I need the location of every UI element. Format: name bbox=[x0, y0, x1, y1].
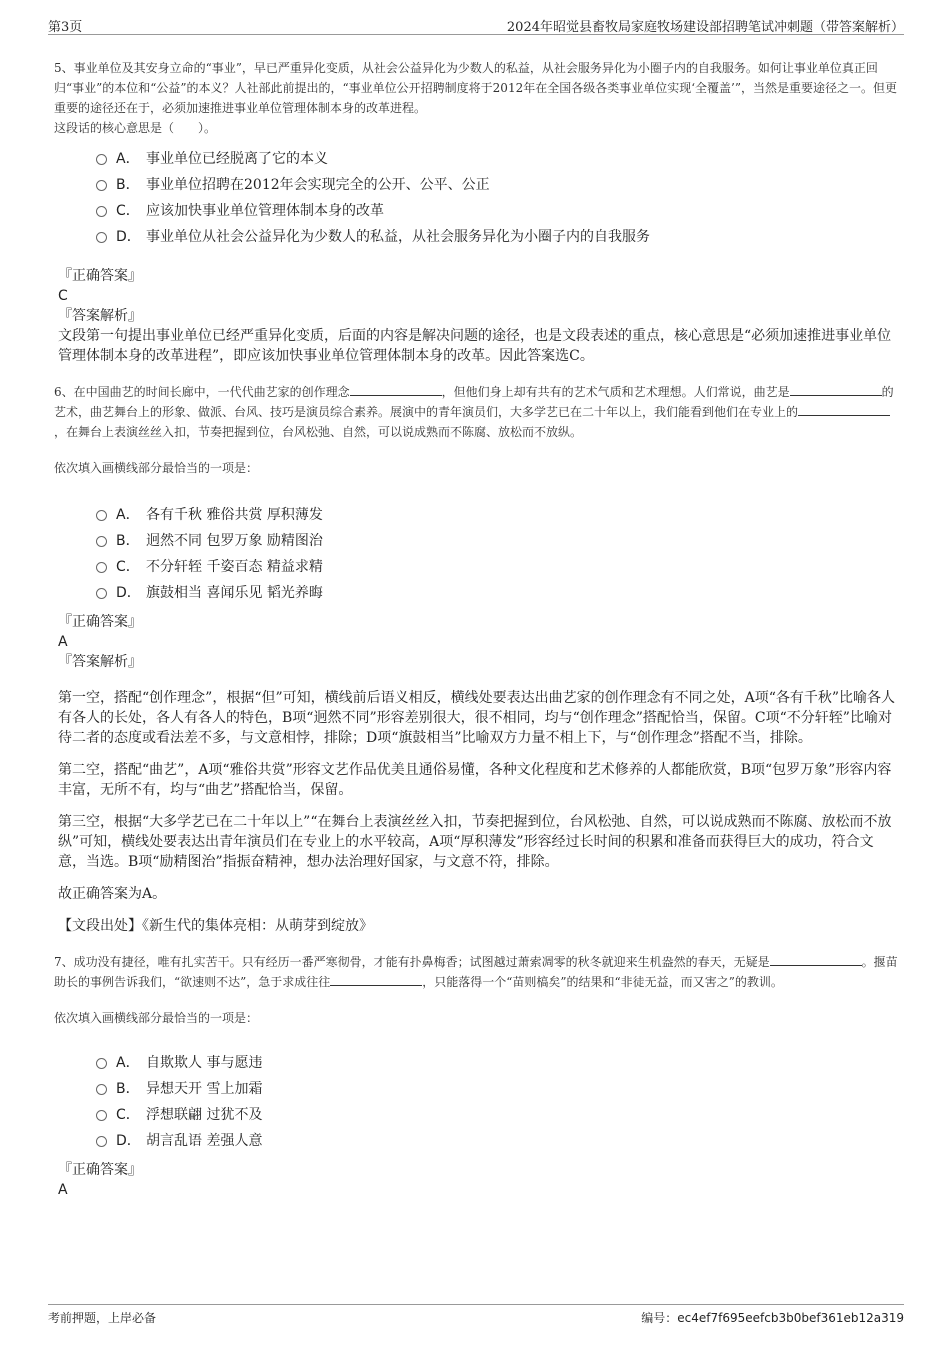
question-5-option-c[interactable]: C． 应该加快事业单位管理体制本身的改革 bbox=[96, 198, 900, 224]
radio-icon[interactable] bbox=[96, 510, 107, 521]
question-6-answer: A bbox=[58, 634, 68, 650]
page-number: 第3页 bbox=[48, 20, 83, 35]
document-body bbox=[54, 58, 900, 1200]
radio-icon[interactable] bbox=[96, 562, 107, 573]
question-7-option-d[interactable]: D． 胡言乱语 差强人意 bbox=[96, 1128, 900, 1154]
radio-icon[interactable] bbox=[96, 1110, 107, 1121]
radio-icon[interactable] bbox=[96, 588, 107, 599]
question-6-option-d[interactable]: D． 旗鼓相当 喜闻乐见 韬光养晦 bbox=[96, 580, 900, 606]
fill-blank bbox=[770, 953, 862, 966]
question-5-analysis: 文段第一句提出事业单位已经严重异化变质，后面的内容是解决问题的途径，也是文段表述的重点，核心意思是“必须加速推进事业单位管理体制本身的改革进程”，即应该加快事业单位管理体制本身的改革。因此答案选C。 bbox=[58, 328, 892, 364]
question-7-prompt: 依次填入画横线部分最恰当的一项是： bbox=[54, 1011, 259, 1025]
question-5 bbox=[54, 58, 900, 366]
radio-icon[interactable] bbox=[96, 536, 107, 547]
question-5-prompt: 这段话的核心意思是（ ）。 bbox=[54, 121, 217, 135]
footer-slogan: 考前押题，上岸必备 bbox=[48, 1311, 157, 1325]
radio-icon[interactable] bbox=[96, 180, 107, 191]
radio-icon[interactable] bbox=[96, 232, 107, 243]
question-5-option-b[interactable]: B． 事业单位招聘在2012年会实现完全的公开、公平、公正 bbox=[96, 172, 900, 198]
question-6-option-a[interactable]: A． 各有千秋 雅俗共赏 厚积薄发 bbox=[96, 502, 900, 528]
analysis-label: 『答案解析』 bbox=[58, 654, 142, 670]
answer-label: 『正确答案』 bbox=[58, 268, 142, 284]
question-6-options bbox=[96, 502, 900, 606]
fill-blank bbox=[798, 403, 890, 416]
fill-blank bbox=[330, 973, 422, 986]
document-title: 2024年昭觉县畜牧局家庭牧场建设部招聘笔试冲刺题（带答案解析） bbox=[506, 20, 904, 35]
radio-icon[interactable] bbox=[96, 1084, 107, 1095]
analysis-label: 『答案解析』 bbox=[58, 308, 142, 324]
question-6-text: 6、在中国曲艺的时间长廊中，一代代曲艺家的创作理念 ，但他们身上却有共有的艺术气质和艺术理想。人们常说，曲艺是 的艺术，曲艺舞台上的形象、做派、台风、技巧是演员综合素养。展演中的青年演员们，大多学艺已在二十年以上，我们能看到他们在专业上的，在舞台上表演丝丝入扣，节奏把握到位，台风松弛、自然，可以说成熟而不陈腐、放松而不放纵。 bbox=[54, 385, 894, 439]
question-7-option-b[interactable]: B． 异想天开 雪上加霜 bbox=[96, 1076, 900, 1102]
radio-icon[interactable] bbox=[96, 1136, 107, 1147]
question-6-source: 【文段出处】《新生代的集体亮相：从萌芽到绽放》 bbox=[58, 918, 373, 934]
radio-icon[interactable] bbox=[96, 154, 107, 165]
question-5-text: 5、事业单位及其安身立命的“事业”，早已严重异化变质，从社会公益异化为少数人的私益，从社会服务异化为小圈子内的自我服务。如何让事业单位真正回归“事业”的本位和“公益”的本义？人社部此前提出的，“事业单位公开招聘制度将于2012年在全国各级各类事业单位实现‘全覆盖’”，当然是重要途径之一。但更重要的途径还在于，必须加速推进事业单位管理体制本身的改革进程。 bbox=[54, 61, 897, 115]
question-5-option-a[interactable]: A． 事业单位已经脱离了它的本义 bbox=[96, 146, 900, 172]
question-7-option-a[interactable]: A． 自欺欺人 事与愿违 bbox=[96, 1050, 900, 1076]
question-6-conclusion: 故正确答案为A。 bbox=[58, 886, 167, 902]
answer-label: 『正确答案』 bbox=[58, 614, 142, 630]
question-7-options bbox=[96, 1050, 900, 1154]
fill-blank bbox=[350, 383, 442, 396]
fill-blank bbox=[790, 383, 882, 396]
question-5-answer: C bbox=[58, 288, 68, 304]
question-5-options bbox=[96, 146, 900, 250]
question-6-option-c[interactable]: C． 不分轩轾 千姿百态 精益求精 bbox=[96, 554, 900, 580]
question-7-text: 7、成功没有捷径，唯有扎实苦干。只有经历一番严寒彻骨，才能有扑鼻梅香；试图越过萧索凋零的秋冬就迎来生机盎然的春天，无疑是 。揠苗助长的事例告诉我们，“欲速则不达”，急于求成往往 ，只能落得一个“苗则槁矣”的结果和“非徒无益，而又害之”的教训。 bbox=[54, 955, 898, 989]
question-7-option-c[interactable]: C． 浮想联翩 过犹不及 bbox=[96, 1102, 900, 1128]
radio-icon[interactable] bbox=[96, 206, 107, 217]
page-header bbox=[48, 14, 904, 35]
question-7 bbox=[54, 952, 900, 1200]
question-6-analysis-3: 第三空，根据“大多学艺已在二十年以上”“在舞台上表演丝丝入扣，节奏把握到位，台风松弛、自然，可以说成熟而不陈腐、放松而不放纵”可知，横线处要表达出青年演员们在专业上的水平较高，A项“厚积薄发”形容经过长时间的积累和准备而获得巨大的成功，符合文意，当选。B项“励精图治”指振奋精神，想办法治理好国家，与文意不符，排除。 bbox=[58, 814, 892, 870]
radio-icon[interactable] bbox=[96, 1058, 107, 1069]
page-footer bbox=[48, 1304, 904, 1327]
question-7-answer: A bbox=[58, 1182, 68, 1198]
question-6 bbox=[54, 382, 900, 936]
question-6-analysis-2: 第二空，搭配“曲艺”，A项“雅俗共赏”形容文艺作品优美且通俗易懂，各种文化程度和艺术修养的人都能欣赏，B项“包罗万象”形容内容丰富，无所不有，均与“曲艺”搭配恰当，保留。 bbox=[58, 762, 892, 798]
document-code: 编号：ec4ef7f695eefcb3b0bef361eb12a319 bbox=[641, 1311, 904, 1325]
question-6-analysis-1: 第一空，搭配“创作理念”，根据“但”可知，横线前后语义相反，横线处要表达出曲艺家的创作理念有不同之处，A项“各有千秋”比喻各人有各人的长处，各人有各人的特色，B项“迥然不同”形容差别很大，很不相同，均与“创作理念”搭配恰当，保留。C项“不分轩轾”比喻对待二者的态度或看法差不多，与文意相悖，排除；D项“旗鼓相当”比喻双方力量不相上下，与“创作理念”搭配不当，排除。 bbox=[58, 690, 896, 746]
answer-label: 『正确答案』 bbox=[58, 1162, 142, 1178]
question-6-option-b[interactable]: B． 迥然不同 包罗万象 励精图治 bbox=[96, 528, 900, 554]
question-6-prompt: 依次填入画横线部分最恰当的一项是： bbox=[54, 461, 259, 475]
question-5-option-d[interactable]: D． 事业单位从社会公益异化为少数人的私益，从社会服务异化为小圈子内的自我服务 bbox=[96, 224, 900, 250]
